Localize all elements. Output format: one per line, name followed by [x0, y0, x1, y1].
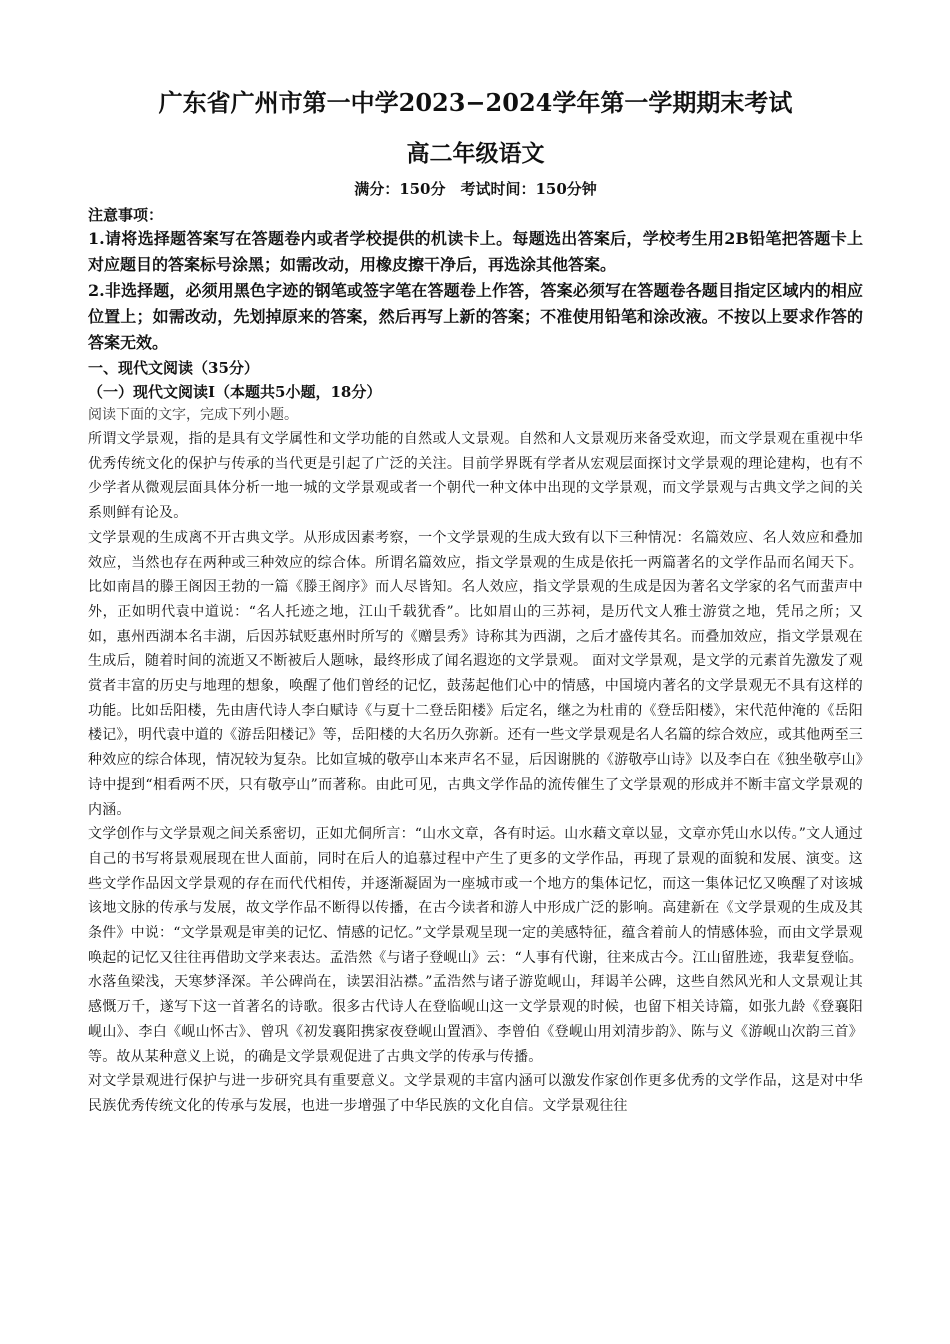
passage-paragraph-3: 文学创作与文学景观之间关系密切，正如尤侗所言：“山水文章，各有时运。山水藉文章以显，文章亦凭山水以传。”文人通过自己的书写将景观展现在世人面前，同时在后人的追慕过程中产生了更多的文学作品，再现了景观的面貌和发展、演变。这些文学作品因文学景观的存在而代代相传，并逐渐凝固为一座城市或一个地方的集体记忆，而这一集体记忆又唤醒了对该城该地文脉的传承与发展，故文学作品不断得以传播，在古今读者和游人中形成广泛的影响。高建新在《文学景观的生成及其条件》中说：“文学景观是审美的记忆、情感的记忆。”文学景观呈现一定的美感特征，蕴含着前人的情感体验，而由文学景观唤起的记忆又往往再借助文学来表达。孟浩然《与诸子登岘山》云：“人事有代谢，往来成古今。江山留胜迹，我辈复登临。水落鱼梁浅，天寒梦泽深。羊公碑尚在，读罢泪沾襟。”孟浩然与诸子游览岘山，拜谒羊公碑，这些自然风光和人文景观让其感慨万千，遂写下这一首著名的诗歌。很多古代诗人在登临岘山这一文学景观的时候，也留下相关诗篇，如张九龄《登襄阳岘山》、李白《岘山怀古》、曾巩《初发襄阳携家夜登岘山置酒》、李曾伯《登岘山用刘清步韵》、陈与义《游岘山次韵三首》等。故从某种意义上说，的确是文学景观促进了古典文学的传承与传播。 [88, 826, 863, 1065]
section-heading: 一、现代文阅读（35分） [88, 359, 259, 377]
subsection-heading: （一）现代文阅读Ⅰ（本题共5小题，18分） [88, 383, 382, 401]
exam-subtitle: 高二年级语文 [406, 140, 545, 167]
notice-heading: 注意事项： [88, 206, 164, 224]
notice-item-1: 1.请将选择题答案写在答题卷内或者学校提供的机读卡上。每题选出答案后，学校考生用2B铅笔把答题卡上对应题目的答案标号涂黑；如需改动，用橡皮擦干净后，再选涂其他答案。 [88, 229, 863, 274]
reading-instruction: 阅读下面的文字，完成下列小题。 [88, 407, 298, 423]
passage-paragraph-4: 对文学景观进行保护与进一步研究具有重要意义。文学景观的丰富内涵可以激发作家创作更多优秀的文学作品，这是对中华民族优秀传统文化的传承与发展，也进一步增强了中华民族的文化自信。文学景观往往 [88, 1073, 863, 1114]
exam-meta: 满分：150分 考试时间：150分钟 [354, 180, 597, 198]
exam-title: 广东省广州市第一中学2023−2024学年第一学期期末考试 [158, 88, 793, 117]
notice-item-2: 2.非选择题，必须用黑色字迹的钢笔或签字笔在答题卷上作答，答案必须写在答题卷各题目指定区域内的相应位置上；如需改动，先划掉原来的答案，然后再写上新的答案；不准使用铅笔和涂改液。不按以上要求作答的答案无效。 [88, 281, 863, 352]
passage-paragraph-2: 文学景观的生成离不开古典文学。从形成因素考察，一个文学景观的生成大致有以下三种情况：名篇效应、名人效应和叠加效应，当然也存在两种或三种效应的综合体。所谓名篇效应，指文学景观的生成是依托一两篇著名的文学作品而名闻天下。比如南昌的滕王阁因王勃的一篇《滕王阁序》而人尽皆知。名人效应，指文学景观的生成是因为著名文学家的名气而蜚声中外，正如明代袁中道说：“名人托迹之地，江山千载犹香”。比如眉山的三苏祠，是历代文人雅士游赏之地，凭吊之所；又如，惠州西湖本名丰湖，后因苏轼贬惠州时所写的《赠昙秀》诗称其为西湖，之后才盛传其名。而叠加效应，指文学景观在生成后，随着时间的流逝又不断被后人题咏，最终形成了闻名遐迩的文学景观。 面对文学景观，是文学的元素首先激发了观赏者丰富的历史与地理的想象，唤醒了他们曾经的记忆，鼓荡起他们心中的情感，中国境内著名的文学景观无不具有这样的功能。比如岳阳楼，先由唐代诗人李白赋诗《与夏十二登岳阳楼》后定名，继之为杜甫的《登岳阳楼》，宋代范仲淹的《岳阳楼记》，明代袁中道的《游岳阳楼记》等，岳阳楼的大名历久弥新。还有一些文学景观是名人名篇的综合效应，或其他两至三种效应的综合体现，情况较为复杂。比如宣城的敬亭山本来声名不显，后因谢朓的《游敬亭山诗》以及李白在《独坐敬亭山》诗中提到“相看两不厌，只有敬亭山”而著称。由此可见，古典文学作品的流传催生了文学景观的形成并不断丰富文学景观的内涵。 [88, 529, 863, 818]
exam-page [88, 86, 863, 1119]
passage-paragraph-1: 所谓文学景观，指的是具有文学属性和文学功能的自然或人文景观。自然和人文景观历来备受欢迎，而文学景观在重视中华优秀传统文化的保护与传承的当代更是引起了广泛的关注。目前学界既有学者从宏观层面探讨文学景观的理论建构，也有不少学者从微观层面具体分析一地一城的文学景观或者一个朝代一种文体中出现的文学景观，而文学景观与古典文学之间的关系则鲜有论及。 [88, 431, 863, 522]
